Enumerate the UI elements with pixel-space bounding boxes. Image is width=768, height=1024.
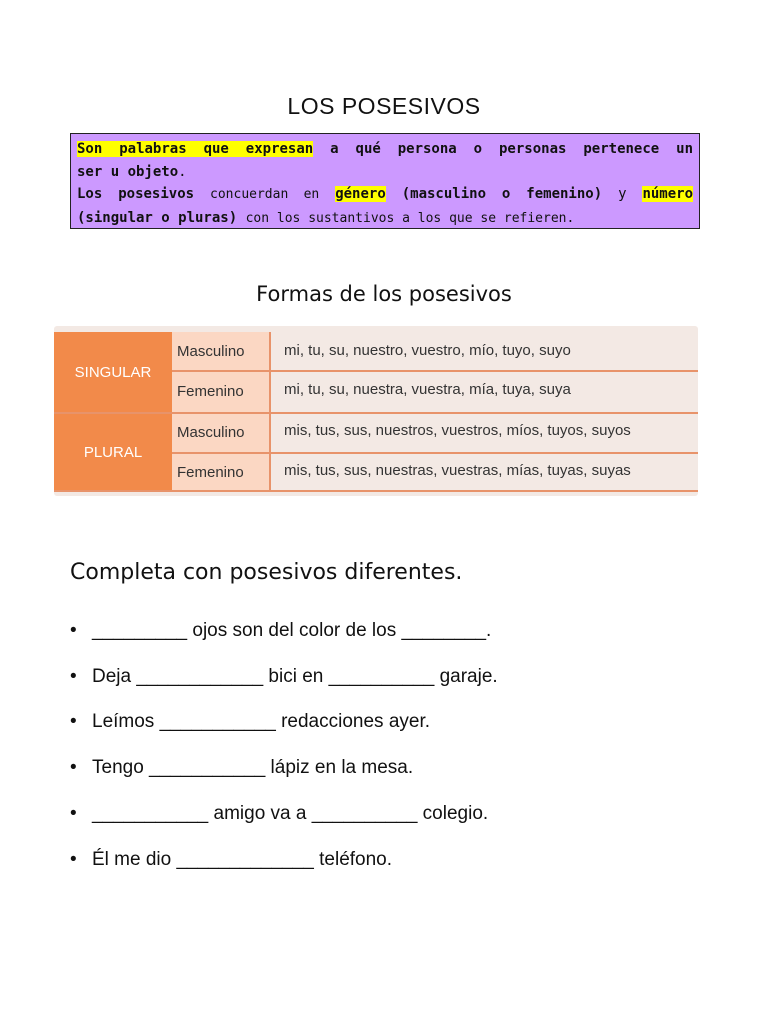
column-divider xyxy=(269,332,271,490)
definition-text: (masculino o femenino) xyxy=(401,186,603,202)
forms-cell: mi, tu, su, nuestra, vuestra, mía, tuya, suya xyxy=(284,381,571,398)
definition-highlight: número xyxy=(642,186,694,202)
row-divider xyxy=(54,490,698,492)
definition-text: Los posesivos xyxy=(77,186,195,202)
bullet: • xyxy=(70,666,77,687)
definition-line-4 xyxy=(77,207,693,231)
forms-cell: mi, tu, su, nuestro, vuestro, mío, tuyo, suyo xyxy=(284,342,571,359)
bullet: • xyxy=(70,757,77,778)
bullet: • xyxy=(70,711,77,732)
definition-text: ser u objeto xyxy=(77,163,179,180)
definition-text: concuerdan en xyxy=(210,187,320,202)
definition-text: a qué persona o personas pertenece un xyxy=(330,141,693,157)
possessives-table xyxy=(54,326,698,496)
exercise-text: Tengo ___________ lápiz en la mesa. xyxy=(92,757,414,778)
definition-highlight: Son palabras que expresan xyxy=(77,141,314,157)
group-label-singular: SINGULAR xyxy=(74,364,152,381)
page-title: LOS POSESIVOS xyxy=(287,93,481,119)
row-divider xyxy=(54,412,698,414)
gender-label: Masculino xyxy=(177,343,245,360)
definition-line-3 xyxy=(77,183,693,207)
definition-highlight: género xyxy=(335,186,386,202)
group-label-plural: PLURAL xyxy=(83,444,143,461)
definition-text: . xyxy=(178,163,187,180)
definition-line-2 xyxy=(77,161,693,184)
row-divider xyxy=(172,452,698,454)
exercise-text: Leímos ___________ redacciones ayer. xyxy=(92,711,431,732)
forms-cell: mis, tus, sus, nuestros, vuestros, míos, tuyos, suyos xyxy=(284,422,631,439)
exercise-text: ___________ amigo va a __________ colegio. xyxy=(92,803,489,824)
definition-text: con los sustantivos a los que se refieren. xyxy=(245,210,575,226)
bullet: • xyxy=(70,849,77,870)
definition-line-1 xyxy=(77,138,693,161)
row-divider xyxy=(172,370,698,372)
definition-box xyxy=(70,133,700,229)
exercise-item xyxy=(70,849,392,871)
forms-cell: mis, tus, sus, nuestras, vuestras, mías, tuyas, suyas xyxy=(284,462,631,479)
bullet: • xyxy=(70,803,77,824)
exercise-item xyxy=(70,666,498,688)
exercise-heading: Completa con posesivos diferentes. xyxy=(70,560,463,585)
exercise-item xyxy=(70,757,413,779)
exercise-item xyxy=(70,711,430,733)
definition-text: (singular o pluras) xyxy=(77,209,238,226)
section-subtitle: Formas de los posesivos xyxy=(256,282,512,306)
exercise-item xyxy=(70,620,491,642)
exercise-text: Deja ____________ bici en __________ garaje. xyxy=(92,666,498,687)
gender-label: Masculino xyxy=(177,424,245,441)
exercise-text: _________ ojos son del color de los ________. xyxy=(92,620,492,641)
gender-label: Femenino xyxy=(177,464,244,481)
definition-text: y xyxy=(618,186,627,202)
gender-label: Femenino xyxy=(177,383,244,400)
exercise-text: Él me dio _____________ teléfono. xyxy=(92,849,393,870)
exercise-item xyxy=(70,803,488,825)
bullet: • xyxy=(70,620,77,641)
